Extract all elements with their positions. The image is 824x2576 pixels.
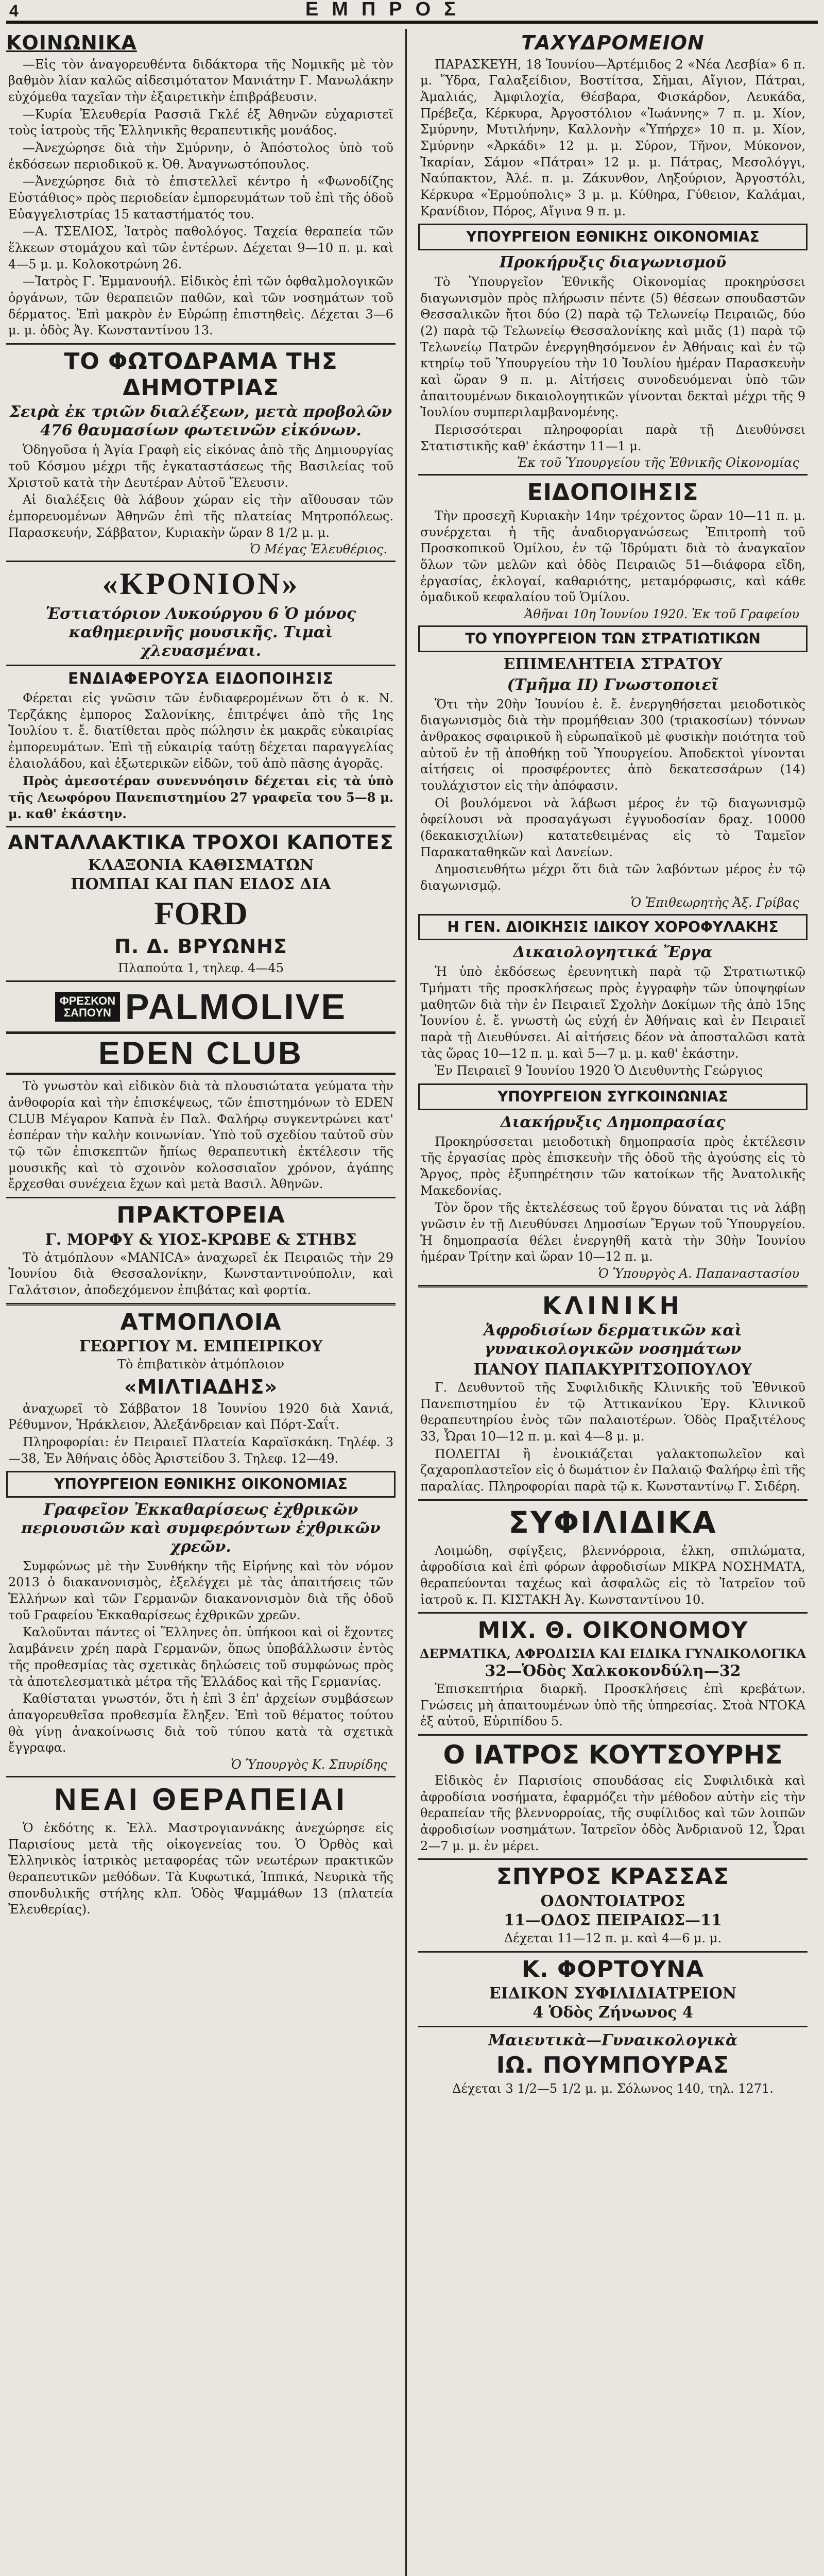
stratiotika-subheading: ΕΠΙΜΕΛΗΤΕΙΑ ΣΤΡΑΤΟΥ <box>503 655 723 673</box>
section-rule <box>6 1197 396 1198</box>
sxoli-section <box>418 943 808 1079</box>
ypourgeio-paragraph: Καλοῦνται πάντες οἱ Ἕλληνες ὁπ. ὑπήκοοι καὶ οἱ ἔχοντες λαμβάνειν χρέη παρὰ Γερμανῶν, ὅπως ὑποβάλλωσιν ἐντὸς τῆς προθεσμίας τὰς σχετικὰς δηλώσεις τοῦ συμφώνως πρὸς τὰ ἀποτελεσματικὰ μέτρα τῆς Ἑλλάδος καὶ τῆς Γερμανίας. <box>8 1625 393 1689</box>
section-rule <box>6 826 396 827</box>
poumbouras-line: Μαιευτικὰ—Γυναικολογικὰ <box>488 2031 738 2050</box>
oikonomias-section <box>418 253 808 470</box>
krassas-subheading: ΟΔΟΝΤΟΙΑΤΡΟΣ <box>540 1892 685 1910</box>
section-rule <box>6 980 396 982</box>
kronion-heading: «ΚΡΟΝΙΟΝ» <box>102 567 300 601</box>
dimotrias-signature: Ὁ Μέγας Ἐλευθέριος. <box>250 542 387 557</box>
oikonomou-section <box>418 1618 808 1730</box>
synkoinonia-heading: ΥΠΟΥΡΓΕΙΟΝ ΣΥΓΚΟΙΝΩΝΙΑΣ <box>418 1083 808 1110</box>
sxoli-paragraph: Ἡ ὑπὸ ἐκδόσεως ἐρευνητικὴ παρὰ τῷ Στρατιωτικῷ Τμήματι τῆς προσκλήσεως πρὸς ἐγγραφὴν τῶν ὑποψηφίων μαθητῶν διὰ τὴν ἐν Πειραιεῖ Σχολὴν Δοκίμων τῆς ἀπὸ 15ης Ἰουνίου ἐ. ἔ. γνωστὴ ὡς εὐχή ἐν Ἀθήναις καὶ ἐν Πειραιεῖ παρὰ τῇ Διευθύνσει. Αἱ αἰτήσεις δέον νὰ ἀποσταλῶσι κατὰ τὰς ὥρας 10—12 π. μ. καὶ 5—7 μ. μ. καθ' ἑκάστην. <box>420 964 805 1061</box>
section-rule <box>418 1285 808 1287</box>
palmolive-brand: PALMOLIVE <box>125 987 347 1027</box>
stratiotika-section <box>418 655 808 910</box>
fortouna-address: 4 Ὁδὸς Ζήνωνος 4 <box>533 2004 693 2022</box>
dealer-address: Πλαπούτα 1, τηλεφ. 4—45 <box>118 960 284 975</box>
eidopoiisis-signature: Ἀθῆναι 10η Ἰουνίου 1920. Ἐκ τοῦ Γραφείου <box>524 607 799 622</box>
fortouna-subheading: ΕΙΔΙΚΟΝ ΣΥΦΙΛΙΔΙΑΤΡΕΙΟΝ <box>489 1985 737 2003</box>
synkoinonia-paragraph: Προκηρύσσεται μειοδοτικὴ δημοπρασία πρὸς ἐκτέλεσιν τῆς ἐργασίας πρὸς ἐπισκευὴν τῆς ὁδοῦ τῆς ἀγούσης εἰς τὸ Ἄργος, πρὸς ἐξυπηρέτησιν τῶν κατοίκων τῆς Ἀνατολικῆς Μακεδονίας. <box>420 1134 805 1198</box>
stratiotika-sub2: (Τμῆμα ΙΙ) Γνωστοποιεῖ <box>507 675 719 694</box>
oikonomou-heading: ΜΙΧ. Θ. ΟΙΚΟΝΟΜΟΥ <box>477 1617 748 1644</box>
atmoploia-line: Τὸ ἐπιβατικὸν ἀτμόπλοιον <box>117 1357 284 1372</box>
koutsouris-heading: Ο ΙΑΤΡΟΣ ΚΟΥΤΣΟΥΡΗΣ <box>443 1739 783 1770</box>
page-number: 4 <box>9 2 19 20</box>
endiaferousa-section <box>6 670 396 822</box>
syfilidika-section <box>418 1505 808 1608</box>
syfilidika-paragraph: Λοιμώδη, σφίγξεις, βλεννόρροια, ἐλκη, σπιλώματα, ἀφροδίσια καὶ ἐπὶ φόρων ἀφροδισίων ΜΙΚΡΑ ΝΟΣΗΜΑΤΑ, θεραπεύονται ταχέως καὶ ἀσφαλῶς εἰς τὸ Ἰατρεῖον τοῦ ἰατροῦ κ. Π. ΚΙΣΤΑΚΗ Ἀγ. Κωνσταντίνου 10. <box>420 1543 805 1607</box>
dimotrias-paragraph: Αἱ διαλέξεις θὰ λάβουν χώραν εἰς τὴν αἴθουσαν τῶν ἐμπορευομένων Ἀθηνῶν ἐπὶ τῆς πλατείας Μητροπόλεως. Παρασκευήν, Σάββατον, Κυριακὴν ὥραν 8 1/2 μ. μ. <box>8 493 393 540</box>
section-rule <box>6 561 396 562</box>
section-rule <box>6 665 396 666</box>
section-rule <box>6 1776 396 1777</box>
praktoreia-paragraph: Τὸ ἀτμόπλουν «MANICA» ἀναχωρεῖ ἐκ Πειραιῶς τὴν 29 Ἰουνίου διὰ Θεσσαλονίκην, Κωνσταντινούπολιν, καὶ Γαλάτσιον, ἀποδεχόμενον ἐπιβάτας καὶ φορτία. <box>8 1250 393 1297</box>
section-rule <box>418 1951 808 1953</box>
stratiotika-heading: ΤΟ ΥΠΟΥΡΓΕΙΟΝ ΤΩΝ ΣΤΡΑΤΙΩΤΙΚΩΝ <box>418 625 808 652</box>
praktoreia-section <box>6 1202 396 1299</box>
kronion-section <box>6 566 396 660</box>
oikonomias-paragraph: Τὸ Ὑπουργεῖον Ἐθνικῆς Οἰκονομίας προκηρύσσει διαγωνισμὸν πρὸς πλήρωσιν πέντε (5) θέσεων σπουδαστῶν Θεσσαλικῶν ἤτοι δύο (2) παρὰ τῷ Τελωνείῳ Πειραιῶς, δύο (2) παρὰ τῷ Τελωνείῳ Θεσσαλονίκης καὶ μιᾶς (1) παρὰ τῷ Τελωνείῳ Πατρῶν ἐνεργηθησόμενον ἐν Ἀθήναις καὶ ἐν τῷ κτηρίῳ τοῦ Ὑπουργείου τὴν 10 Ἰουλίου ἡμέραν Παρασκευὴν καὶ ὥραν 9 π. μ. Αἰτήσεις συνοδευόμεναι ὑπὸ τῶν ἀπαιτουμένων δικαιολογητικῶν γίνονται δεκταὶ μέχρι τῆς 9 Ἰουλίου συμπεριλαμβανομένης. <box>420 275 805 420</box>
krassas-heading: ΣΠΥΡΟΣ ΚΡΑΣΣΑΣ <box>496 1863 730 1890</box>
left-column <box>6 29 396 2576</box>
atmoploia-paragraph: ἀναχωρεῖ τὸ Σάββατον 18 Ἰουνίου 1920 διὰ Χανιά, Ρέθυμνον, Ἡράκλειον, Ἀλεξάνδρειαν καὶ Πόρτ-Σαΐτ. <box>8 1401 393 1432</box>
oikonomias-subheading: Προκήρυξις διαγωνισμοῦ <box>499 253 727 272</box>
koinonika-paragraph: —Ἀνεχώρησε διὰ τὴν Σμύρνην, ὁ Ἀπόστολος ὑπὸ τοῦ ἐκδόσεων περιοδικοῦ κ. Ὀθ. Ἀναγνωστόπουλος. <box>8 141 393 172</box>
ypourgeio-signature: Ὁ Ὑπουργὸς Κ. Σπυρίδης <box>231 1757 387 1772</box>
synkoinonia-subheading: Διακήρυξις Δημοπρασίας <box>500 1113 726 1131</box>
column-divider <box>405 29 407 2576</box>
palmolive-prefix: ΦΡΕΣΚΟΝ ΣΑΠΟΥΝ <box>55 992 120 1022</box>
oikonomias-paragraph: Περισσότεραι πληροφορίαι παρὰ τῇ Διευθύνσει Στατιστικῆς καθ' ἑκάστην 11—1 μ. <box>420 422 805 453</box>
endiaferousa-paragraph: Πρὸς ἀμεσοτέραν συνεννόησιν δέχεται εἰς τὰ ὑπὸ τῆς Λεωφόρου Πανεπιστημίου 27 γραφεῖα του 5—8 μ. μ. καθ' ἑκάστην. <box>8 773 393 821</box>
right-column <box>418 29 808 2576</box>
sxoli-subheading: Δικαιολογητικά Ἔργα <box>513 943 713 962</box>
dimotrias-paragraph: Ὁδηγοῦσα ἡ Ἁγία Γραφὴ εἰς εἰκόνας ἀπὸ τῆς Δημιουργίας τοῦ Κόσμου μέχρι τῆς ἐγκαταστάσεως τῆς Βασιλείας τοῦ Χριστοῦ κατὰ τὴν Δευτέραν Αὐτοῦ Ἔλευσιν. <box>8 443 393 490</box>
section-rule <box>6 343 396 345</box>
praktoreia-heading: ΠΡΑΚΤΟΡΕΙΑ <box>116 1201 285 1228</box>
synkoinonia-section <box>418 1113 808 1281</box>
ypourgeio-paragraph: Καθίσταται γνωστόν, ὅτι ἡ ἐπὶ 3 ἐπ' ἀρχείων συμβάσεων ἀπαγορευθεῖσα προθεσμία ἔληξεν. Ἐπὶ τοῦ θέματος τούτου θὰ γίνῃ ἀνακοίνωσις διὰ τοῦ τύπου κατὰ τὰ σχετικὰ ἔγγραφα. <box>8 1691 393 1755</box>
koutsouris-section <box>418 1740 808 1854</box>
oikonomou-subheading: ΔΕΡΜΑΤΙΚΑ, ΑΦΡΟΔΙΣΙΑ ΚΑΙ ΕΙΔΙΚΑ ΓΥΝΑΙΚΟΛΟΓΙΚΑ <box>419 1646 806 1661</box>
neai-section <box>6 1782 396 1918</box>
syfilidika-heading: ΣΥΦΙΛΙΔΙΚΑ <box>508 1504 717 1540</box>
section-rule <box>6 1303 396 1306</box>
koinonika-paragraph: —Εἰς τὸν ἀναγορευθέντα διδάκτορα τῆς Νομικῆς μὲ τὸν βαθμὸν λίαν καλῶς αἰδεσιμότατον Μανιάτην Γ. Μανωλάκην εὐχόμεθα ταχεῖαν τὴν ἐξαιρετικὴν ἐπιβράβευσιν. <box>8 57 393 105</box>
koinonika-paragraph: —Α. ΤΣΕΛΙΟΣ, Ἰατρὸς παθολόγος. Ταχεία θεραπεία τῶν ἕλκεων στομάχου καὶ τῶν ἐντέρων. Δέχεται 9—10 π. μ. καὶ 4—5 μ. μ. Κολοκοτρώνη 26. <box>8 224 393 272</box>
eden-heading: EDEN CLUB <box>6 1031 396 1075</box>
atmoploia-section <box>6 1310 396 1467</box>
section-rule <box>418 1734 808 1736</box>
poumbouras-section <box>418 2031 808 2097</box>
kronion-subheading: Ἑστιατόριον Λυκούργου 6 Ὁ μόνος καθημερινῆς μουσικῆς. Τιμαὶ χλευασμέναι. <box>45 605 356 660</box>
koinonika-paragraph: —Ἀνεχώρησε διὰ τὸ ἐπιστελλεῖ κέντρο ἡ «Φωνοδίζης Εὐστάθιος» πρὸς περιοδείαν ἐμπορευμάτων τοῦ ἐπὶ τῆς ὁδοῦ Εὐαγγελιστρίας 15 καταστήματός του. <box>8 174 393 222</box>
fortouna-section <box>418 1957 808 2022</box>
ford-brand: FORD <box>154 894 248 931</box>
paper-name: ΕΜΠΡΟΣ <box>305 0 469 20</box>
kliniki-section <box>418 1292 808 1495</box>
ypourgeio-section <box>6 1501 396 1772</box>
section-rule <box>418 2026 808 2027</box>
oikonomias-heading: ΥΠΟΥΡΓΕΙΟΝ ΕΘΝΙΚΗΣ ΟΙΚΟΝΟΜΙΑΣ <box>418 224 808 250</box>
koinonika-heading: ΚΟΙΝΩΝΙΚΑ <box>6 31 137 54</box>
kliniki-paragraph: ΠΟΛΕΙΤΑΙ ἢ ἐνοικιάζεται γαλακτοπωλεῖον καὶ ζαχαροπλαστεῖον εἰς ὁ δωμάτιον ἐν Παλαιῷ Φαλήρῳ ἐπὶ τῆς παραλίας. Πληροφορίαι παρὰ τῷ κ. Κωνσταντίνῳ Γ. Σιδέρη. <box>420 1446 805 1494</box>
eidopoiisis-paragraph: Τὴν προσεχῆ Κυριακὴν 14ην τρέχοντος ὥραν 10—11 π. μ. συνέρχεται ἡ τῆς ἀναδιοργανώσεως Ἐπιτροπὴ τοῦ Προσκοπικοῦ Ὁμίλου, ἐν τῷ Ἰδρύματι διὰ τὸ ἀναγκαῖον ὅλων τῶν μελῶν καὶ ὁδὸς Πειραιῶς 51—διάφορα εἴδη, ἐργασίας, ἐκλογαί, καθαριότης, μεταμόρφωσις, καὶ κάθε ὁμαδικοῦ κεφαλαίου τοῦ Ὁμίλου. <box>420 508 805 605</box>
oikonomou-paragraph: Ἐπισκεπτήρια διαρκῆ. Προσκλήσεις ἐπὶ κρεβάτων. Γνώσεις μὴ ἀπαιτουμένων ὑπὸ τῆς ὑπηρεσίας. Στοὰ ΝΤΟΚΑ ἐξ αὐτοῦ, Εὐριπίδου 5. <box>420 1681 805 1729</box>
ypourgeio-heading: ΥΠΟΥΡΓΕΙΟΝ ΕΘΝΙΚΗΣ ΟΙΚΟΝΟΜΙΑΣ <box>6 1471 396 1498</box>
koinonika-paragraph: —Κυρία Ἐλευθερία Ρασσιᾶ Γκλέ ἐξ Ἀθηνῶν εὐχαριστεῖ τοὺς ἰατροὺς τῆς Ἑλληνικῆς θεραπευτικῆς μονάδος. <box>8 107 393 138</box>
taxydromeion-paragraph: ΠΑΡΑΣΚΕΥΗ, 18 Ἰουνίου—Ἀρτέμιδος 2 «Νέα Λεσβία» 6 π. μ. Ὕδρα, Γαλαξείδιον, Βοστίτσα, Σῆμαι, Αἴγιον, Πάτραι, Ἀμαλιάς, Ἀμφιλοχία, Θέσβαρα, Φισκάρδον, Λευκάδα, Πρέβεζα, Κέρκυρα, Ἀργοστόλιον «Ἰωάννης» 7 π. μ. Χίον, Σμύρνην, Μυτιλήνην, Καλλονὴν «Ὑπήρχε» 10 π. μ. Χίον, Σμύρνην «Ἀρκάδι» 12 μ. μ. Σύρον, Τῆνον, Μύκονον, Ἰκαρίαν, Σάμον «Πάτραι» 12 μ. μ. Πάτρας, Μεσολόγγι, Ναύπακτον, Ἀλέ. π. μ. Ζάκυνθον, Ληξούριον, Ἀργοστόλι, Κέρκυρα «Ἐρμούπολις» 3 μ. μ. Κύθηρα, Γύθειον, Καλάμαι, Κρανίδιον, Πόρος, Αἴγινα 9 π. μ. <box>420 57 805 218</box>
eden-paragraph: Τὸ γνωστὸν καὶ εἰδικὸν διὰ τὰ πλουσιώτατα γεύματα τὴν ἀνθοφορία καὶ τὴν ἐπισκέψεως, τῶν ἐπιστημόνων τὸ EDEN CLUB Μέγαρον Καπνὰ ἐν Παλ. Φαλήρῳ συγκεντρώνει κατ' ἐσπέραν τὴν καλὴν κοινωνίαν. Ὑπὸ τοῦ σχεδίου ταὐτοῦ σὺν τῷ τῶν ἐπισκεπτῶν ἤπίως θεραπευτικὴ ἐκτέλεσιν τῆς μουσικῆς καὶ τὸ σχοινὸν κολοσσιαῖον χρόνον, ἀγάπης ἔρχεσθαι συνέχεια ἔχων καὶ μετὰ Βασιλ. Ἀθηνῶν. <box>8 1079 393 1192</box>
dimotrias-section <box>6 349 396 556</box>
section-rule <box>418 474 808 476</box>
kliniki-paragraph: Γ. Δευθυντοῦ τῆς Συφιλιδικῆς Κλινικῆς τοῦ Ἐθνικοῦ Πανεπιστημίου ἐν τῷ Ἀττικανίκου Ἐργ. Κλινικοῦ θεραπευτηρίου ἐνὸς τῶν παλαιοτέρων. Ὁδὸς Πραξιτέλους 33, Ὧραι 10—12 π. μ. καὶ 4—8 μ. μ. <box>420 1380 805 1444</box>
atmoploia-subheading: ΓΕΩΡΓΙΟΥ Μ. ΕΜΠΕΙΡΙΚΟΥ <box>79 1337 323 1356</box>
endiaferousa-heading: ΕΝΔΙΑΦΕΡΟΥΣΑ ΕΙΔΟΠΟΙΗΣΙΣ <box>68 670 334 688</box>
palmolive-ad <box>6 986 396 1027</box>
ypourgeio-subheading: Γραφεῖον Ἐκκαθαρίσεως ἐχθρικῶν περιουσιῶν καὶ συμφερόντων ἐχθρικῶν χρεῶν. <box>21 1500 381 1556</box>
dealer-name: Π. Δ. ΒΡΥΩΝΗΣ <box>114 935 287 958</box>
atmoploia-paragraph: Πληροφορίαι: ἐν Πειραιεῖ Πλατεία Καραϊσκάκη. Τηλέφ. 3—38, Ἐν Ἀθήναις ὁδὸς Ἀριστείδου 3. Τηλεφ. 12—49. <box>8 1434 393 1466</box>
trochoi-line: ΚΛΑΞΟΝΙΑ ΚΑΘΙΣΜΑΤΩΝ <box>88 856 314 874</box>
taxydromeion-section <box>418 32 808 219</box>
trochoi-line: ΠΟΜΠΑΙ ΚΑΙ ΠΑΝ ΕΙΔΟΣ ΔΙΑ <box>71 875 331 893</box>
oikonomou-address: 32—Ὁδὸς Χαλκοκονδύλη—32 <box>485 1662 741 1680</box>
neai-paragraph: Ὁ ἐκδότης κ. Ἐλλ. Μαστρογιαννάκης ἀνεχώρησε εἰς Παρισίους μετὰ τῆς οἰκογενείας του. Ὁ Ὀρθὸς καὶ Ἑλληνικὸς ἰατρικὸς μεταφορέας τῶν νεωτέρων πρακτικῶν θεραπευτικῶν μεθόδων. Τὰ Κυφωτικά, Ἱππικά, Νευρικὰ τῆς σπονδυλικῆς στήλης κλπ. Ὁδὸς Ψαμμάθων 13 (πλατεία Ἐλευθερίας). <box>8 1820 393 1917</box>
stratiotika-paragraph: Ὅτι τὴν 20ὴν Ἰουνίου ἐ. ἔ. ἐνεργηθήσεται μειοδοτικὸς διαγωνισμὸς διὰ τὴν προμήθειαν 300 (τριακοσίων) τόννων ἀνθρακος σφαιρικοῦ ἢ εὐρωπαϊκοῦ μὲ φυσικὴν ποιότητα τοῦ αὐτοῦ ἐν τῇ ἀποθήκῃ τοῦ Ὑπουργείου. Ἀποδεκτοὶ γίνονται αἰτήσεις οἱ προσφέροντες ἀπὸ δεκατεσσάρων (14) τουλάχιστον εἰς τὴν ἀπόφασιν. <box>420 697 805 793</box>
ypourgeio-paragraph: Συμφώνως μὲ τὴν Συνθήκην τῆς Εἰρήνης καὶ τὸν νόμον 2013 ὁ διακανονισμὸς, ἐξελέγχει μὲ τὰς ἀπαιτήσεις τῶν Ἑλλήνων καὶ τῶν Γερμανῶν διακανονισμὸν διὰ τῆς ὁδοῦ τοῦ Γραφείου Ἐκκαθαρίσεως ἐχθρικῶν χρεῶν. <box>8 1558 393 1622</box>
taxydromeion-heading: ΤΑΧΥΔΡΟΜΕΙΟΝ <box>521 31 705 54</box>
sxoli-paragraph: Ἐν Πειραιεῖ 9 Ἰουνίου 1920 Ὁ Διευθυντὴς Γεώργιος <box>435 1063 763 1078</box>
eden-section <box>6 1031 396 1193</box>
eidopoiisis-section <box>418 480 808 621</box>
sxoli-heading: Η ΓΕΝ. ΔΙΟΙΚΗΣΙΣ ΙΔΙΚΟΥ ΧΟΡΟΦΥΛΑΚΗΣ <box>418 914 808 941</box>
koutsouris-paragraph: Εἰδικὸς ἐν Παρισίοις σπουδάσας εἰς Συφιλιδικὰ καὶ ἀφροδίσια νοσήματα, ἐφαρμόζει τὴν μέθοδον αὐτὴν εἰς τὴν θεραπείαν τῆς βλεννορροίας, τῆς συφίλιδος καὶ τῶν λοιπῶν ἀφροδισίων νοσημάτων. Ἰατρεῖον ὁδὸς Ἀνδριανοῦ 12, Ὧραι 2—7 μ. μ. ἐν μέρει. <box>420 1773 805 1853</box>
ship-name: «ΜΙΛΤΙΑΔΗΣ» <box>124 1375 278 1398</box>
koinonika-section <box>6 32 396 339</box>
kliniki-doctor: ΠΑΝΟΥ ΠΑΠΑΚΥΡΙΤΣΟΠΟΥΛΟΥ <box>473 1360 752 1379</box>
atmoploia-heading: ΑΤΜΟΠΛΟΙΑ <box>120 1309 282 1335</box>
praktoreia-subheading: Γ. ΜΟΡΦΥ & ΥΙΟΣ-ΚΡΩΒΕ & ΣΤΗΒΣ <box>45 1230 357 1249</box>
fortouna-heading: Κ. ΦΟΡΤΟΥΝΑ <box>521 1956 705 1982</box>
section-rule <box>418 1858 808 1860</box>
stratiotika-paragraph: Οἱ βουλόμενοι νὰ λάβωσι μέρος ἐν τῷ διαγωνισμῷ ὀφείλουσι νὰ προσαγάγωσι ἐγγυοδοσίαν δραχ. 10000 (δεκακισχιλίων) κατατεθειμένας εἰς τὸ Ταμεῖον Παρακαταθηκῶν καὶ Δανείων. <box>420 795 805 859</box>
dimotrias-subheading: Σειρὰ ἐκ τριῶν διαλέξεων, μετὰ προβολῶν 476 θαυμασίων φωτεινῶν εἰκόνων. <box>9 403 392 440</box>
poumbouras-paragraph: Δέχεται 3 1/2—5 1/2 μ. μ. Σόλωνος 140, τηλ. 1271. <box>452 2081 774 2096</box>
endiaferousa-paragraph: Φέρεται εἰς γνῶσιν τῶν ἐνδιαφερομένων ὅτι ὁ κ. Ν. Τερζάκης ἐμπορος Σαλονίκης, ἐπιτρέψει ἀπὸ τῆς 1ης Ἰουλίου τ. ἔ. διατίθεται πρὸς πώλησιν ἐκ μακρᾶς εὐκαιρίας ἐμπορευμάτων. Ἐπὶ τῇ εὐκαιρίᾳ ταύτῃ δέχεται παραγγελίας ἐλαιολάδου, καὶ ἐξωτερικῶν εἰδῶν, τοῦ ἀπὸ πᾶσης ἀγορᾶς. <box>8 690 393 771</box>
section-rule <box>418 1499 808 1501</box>
stratiotika-paragraph: Δημοσιευθήτω μέχρι ὅτι διὰ τῶν λαβόντων μέρος ἐν τῷ διαγωνισμῷ. <box>420 862 805 893</box>
koinonika-paragraph: —Ἰατρὸς Γ. Ἐμμανουήλ. Εἰδικὸς ἐπὶ τῶν ὀφθαλμολογικῶν ὀργάνων, τῶν θεραπειῶν παθῶν, καὶ τῶν νοσημάτων τοῦ δέρματος. Ἐπὶ μακρὸν ἐν Εὐρώπῃ ἐπιστηθεὶς. Δέχεται 3—6 μ. μ. ὁδὸς Ἀγ. Κωνσταντίνου 13. <box>8 274 393 338</box>
stratiotika-signature: Ὁ Ἐπιθεωρητὴς Ἀξ. Γρίβας <box>630 895 799 910</box>
kliniki-subheading: Ἀφροδισίων δερματικῶν καὶ γυναικολογικῶν νοσημάτων <box>484 1321 742 1358</box>
krassas-paragraph: Δέχεται 11—12 π. μ. καὶ 4—6 μ. μ. <box>504 1930 722 1945</box>
section-rule <box>418 1612 808 1614</box>
krassas-section <box>418 1864 808 1946</box>
masthead <box>6 0 818 24</box>
eidopoiisis-heading: ΕΙΔΟΠΟΙΗΣΙΣ <box>527 479 699 506</box>
kliniki-heading: ΚΛΙΝΙΚΗ <box>542 1291 684 1319</box>
poumbouras-heading: ΙΩ. ΠΟΥΜΠΟΥΡΑΣ <box>496 2052 730 2079</box>
synkoinonia-signature: Ὁ Ὑπουργὸς Α. Παπαναστασίου <box>598 1266 799 1281</box>
synkoinonia-paragraph: Τὸν ὅρον τῆς ἐκτελέσεως τοῦ ἔργου δύναται τις νὰ λάβῃ γνῶσιν ἐν τῇ Διευθύνσει Δημοσίων Ἔργων τοῦ Ὑπουργείου. Ἡ δημοπρασία θέλει ἐνεργηθῆ κατὰ τὴν 30ὴν Ἰουνίου ἡμέραν Τρίτην καὶ ὥραν 10—12 π. μ. <box>420 1200 805 1264</box>
trochoi-heading: ΑΝΤΑΛΛΑΚΤΙΚΑ ΤΡΟΧΟΙ ΚΑΠΟΤΕΣ <box>8 831 394 854</box>
trochoi-section <box>6 832 396 976</box>
oikonomias-signature: Ἐκ τοῦ Ὑπουργείου τῆς Ἐθνικῆς Οἰκονομίας <box>517 455 799 470</box>
neai-heading: ΝΕΑΙ ΘΕΡΑΠΕΙΑΙ <box>54 1782 348 1817</box>
krassas-address: 11—ΟΔΟΣ ΠΕΙΡΑΙΩΣ—11 <box>504 1911 722 1929</box>
dimotrias-heading: ΤΟ ΦΩΤΟΔΡΑΜΑ ΤΗΣ ΔΗΜΟΤΡΙΑΣ <box>64 348 338 401</box>
